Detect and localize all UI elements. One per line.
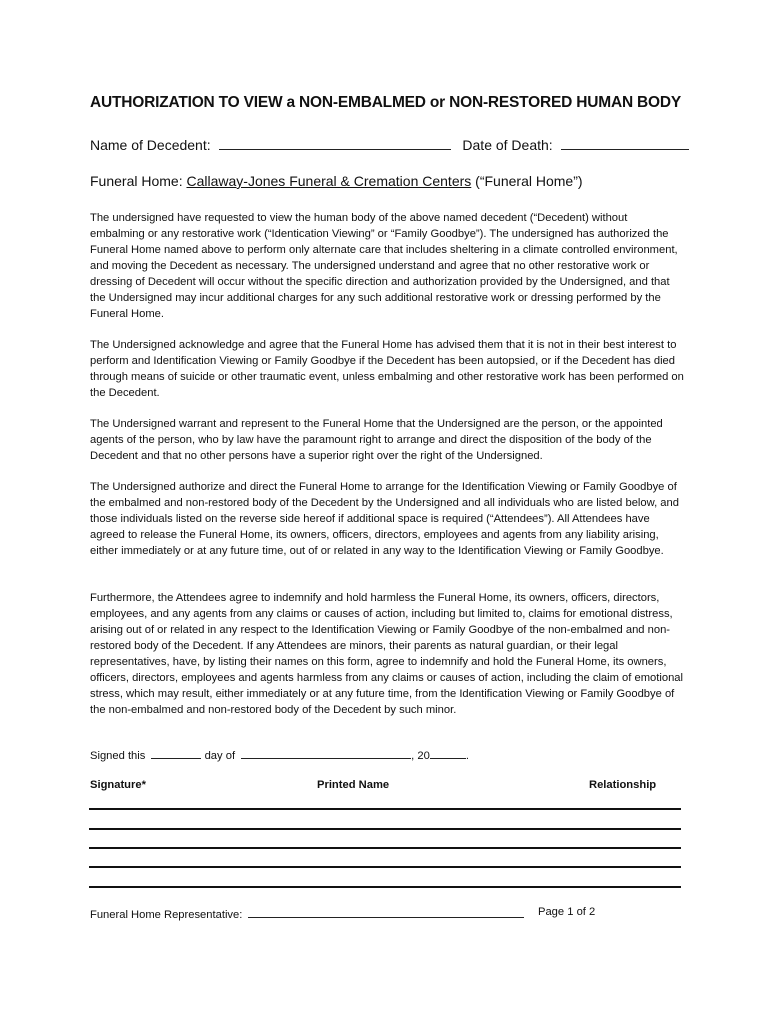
paragraph-acknowledgement: The Undersigned acknowledge and agree that the Funeral Home has advised them that it is not in their best interest to perform and Identification Viewing or Family Goodbye if the Decedent has been autopsied, or if the Decedent has died through means of suicide or other traumatic event, unless embalming and other restorative work has been performed on the Decedent.	[90, 339, 684, 399]
representative-label: Funeral Home Representative:	[90, 909, 243, 921]
signed-day-field[interactable]	[151, 747, 201, 759]
paragraph-warranty: The Undersigned warrant and represent to the Funeral Home that the Undersigned are the person, or the appointed agents of the person, who by law have the paramount right to arrange and direct the disposition of the body of the Decedent and that no other persons have a superior right over the right of the Undersigned.	[90, 418, 663, 462]
signature-line[interactable]	[89, 886, 681, 888]
decedent-row	[90, 135, 689, 153]
death-date-label: Date of Death:	[462, 137, 553, 153]
paragraph-request: The undersigned have requested to view the human body of the above named decedent (“Decedent) without embalming or any restorative work (“Identication Viewing” or “Family Goodbye”). The undersigned has authorized the Funeral Home named above to perform only alternate care that includes sheltering in a climate controlled environment, and moving the Decedent as necessary. The undersigned understand and agree that no other restorative work or dressing of Decedent will occur without the specific direction and authorization provided by the Undersigned, and that the Undersigned may incur additional charges for any such additional restorative work or dressing performed by the Funeral Home.	[90, 212, 678, 320]
death-date-field[interactable]	[561, 135, 689, 150]
signed-date-line	[90, 747, 469, 762]
relationship-column-header: Relationship	[589, 779, 657, 791]
signed-end: .	[465, 750, 469, 762]
signed-month-field[interactable]	[241, 747, 411, 759]
document-title: AUTHORIZATION TO VIEW a NON-EMBALMED or NON-RESTORED HUMAN BODY	[90, 94, 682, 111]
printed-name-column-header: Printed Name	[317, 779, 390, 791]
signed-prefix: Signed this	[90, 750, 146, 762]
representative-field[interactable]	[248, 906, 524, 918]
representative-line	[90, 906, 524, 921]
paragraph-authorization: The Undersigned authorize and direct the Funeral Home to arrange for the Identification Viewing or Family Goodbye of the embalmed and non-restored body of the Decedent by the Undersigned and all individuals who are listed below, and those individuals listed on the reverse side hereof if additional space is required (“Attendees”). All Attendees have agreed to release the Funeral Home, its owners, officers, directors, employees and agents from any liability arising, either immediately or at any future time, out of or related in any way to the Identification Viewing or Family Goodbye.	[90, 481, 679, 557]
funeral-home-label: Funeral Home:	[90, 173, 183, 189]
signature-column-header: Signature*	[90, 779, 146, 791]
signature-line[interactable]	[89, 866, 681, 868]
page-number: Page 1 of 2	[538, 906, 596, 918]
funeral-home-name: Callaway-Jones Funeral & Cremation Centers	[186, 173, 472, 189]
signed-day-of: day of	[204, 750, 236, 762]
funeral-home-row	[90, 173, 583, 189]
signed-year-field[interactable]	[430, 747, 466, 759]
decedent-name-field[interactable]	[219, 135, 451, 150]
funeral-home-suffix: (“Funeral Home”)	[475, 173, 583, 189]
signature-line[interactable]	[89, 808, 681, 810]
decedent-label: Name of Decedent:	[90, 137, 211, 153]
signature-line[interactable]	[89, 847, 681, 849]
signed-year-prefix: , 20	[411, 750, 430, 762]
signature-line[interactable]	[89, 828, 681, 830]
paragraph-indemnification: Furthermore, the Attendees agree to indemnify and hold harmless the Funeral Home, its owners, officers, directors, employees, and any agents from any claims or causes of action, including but limited to, claims for emotional distress, arising out of or related in any respect to the Identification Viewing or Family Goodbye of the non-embalmed and non-restored body of the Decedent. If any Attendees are minors, their parents as natural guardian, or their legal representatives, have, by listing their names on this form, agree to indemnify and hold the Funeral Home, its owners, officers, directors, employees and agents harmless from any claims or causes of action, including the claim of emotional stress, which may result, either immediately or at any future time, from the Identification Viewing or Family Goodbye of the non-embalmed and non-restored body of the Decedent by such minor.	[90, 592, 684, 716]
